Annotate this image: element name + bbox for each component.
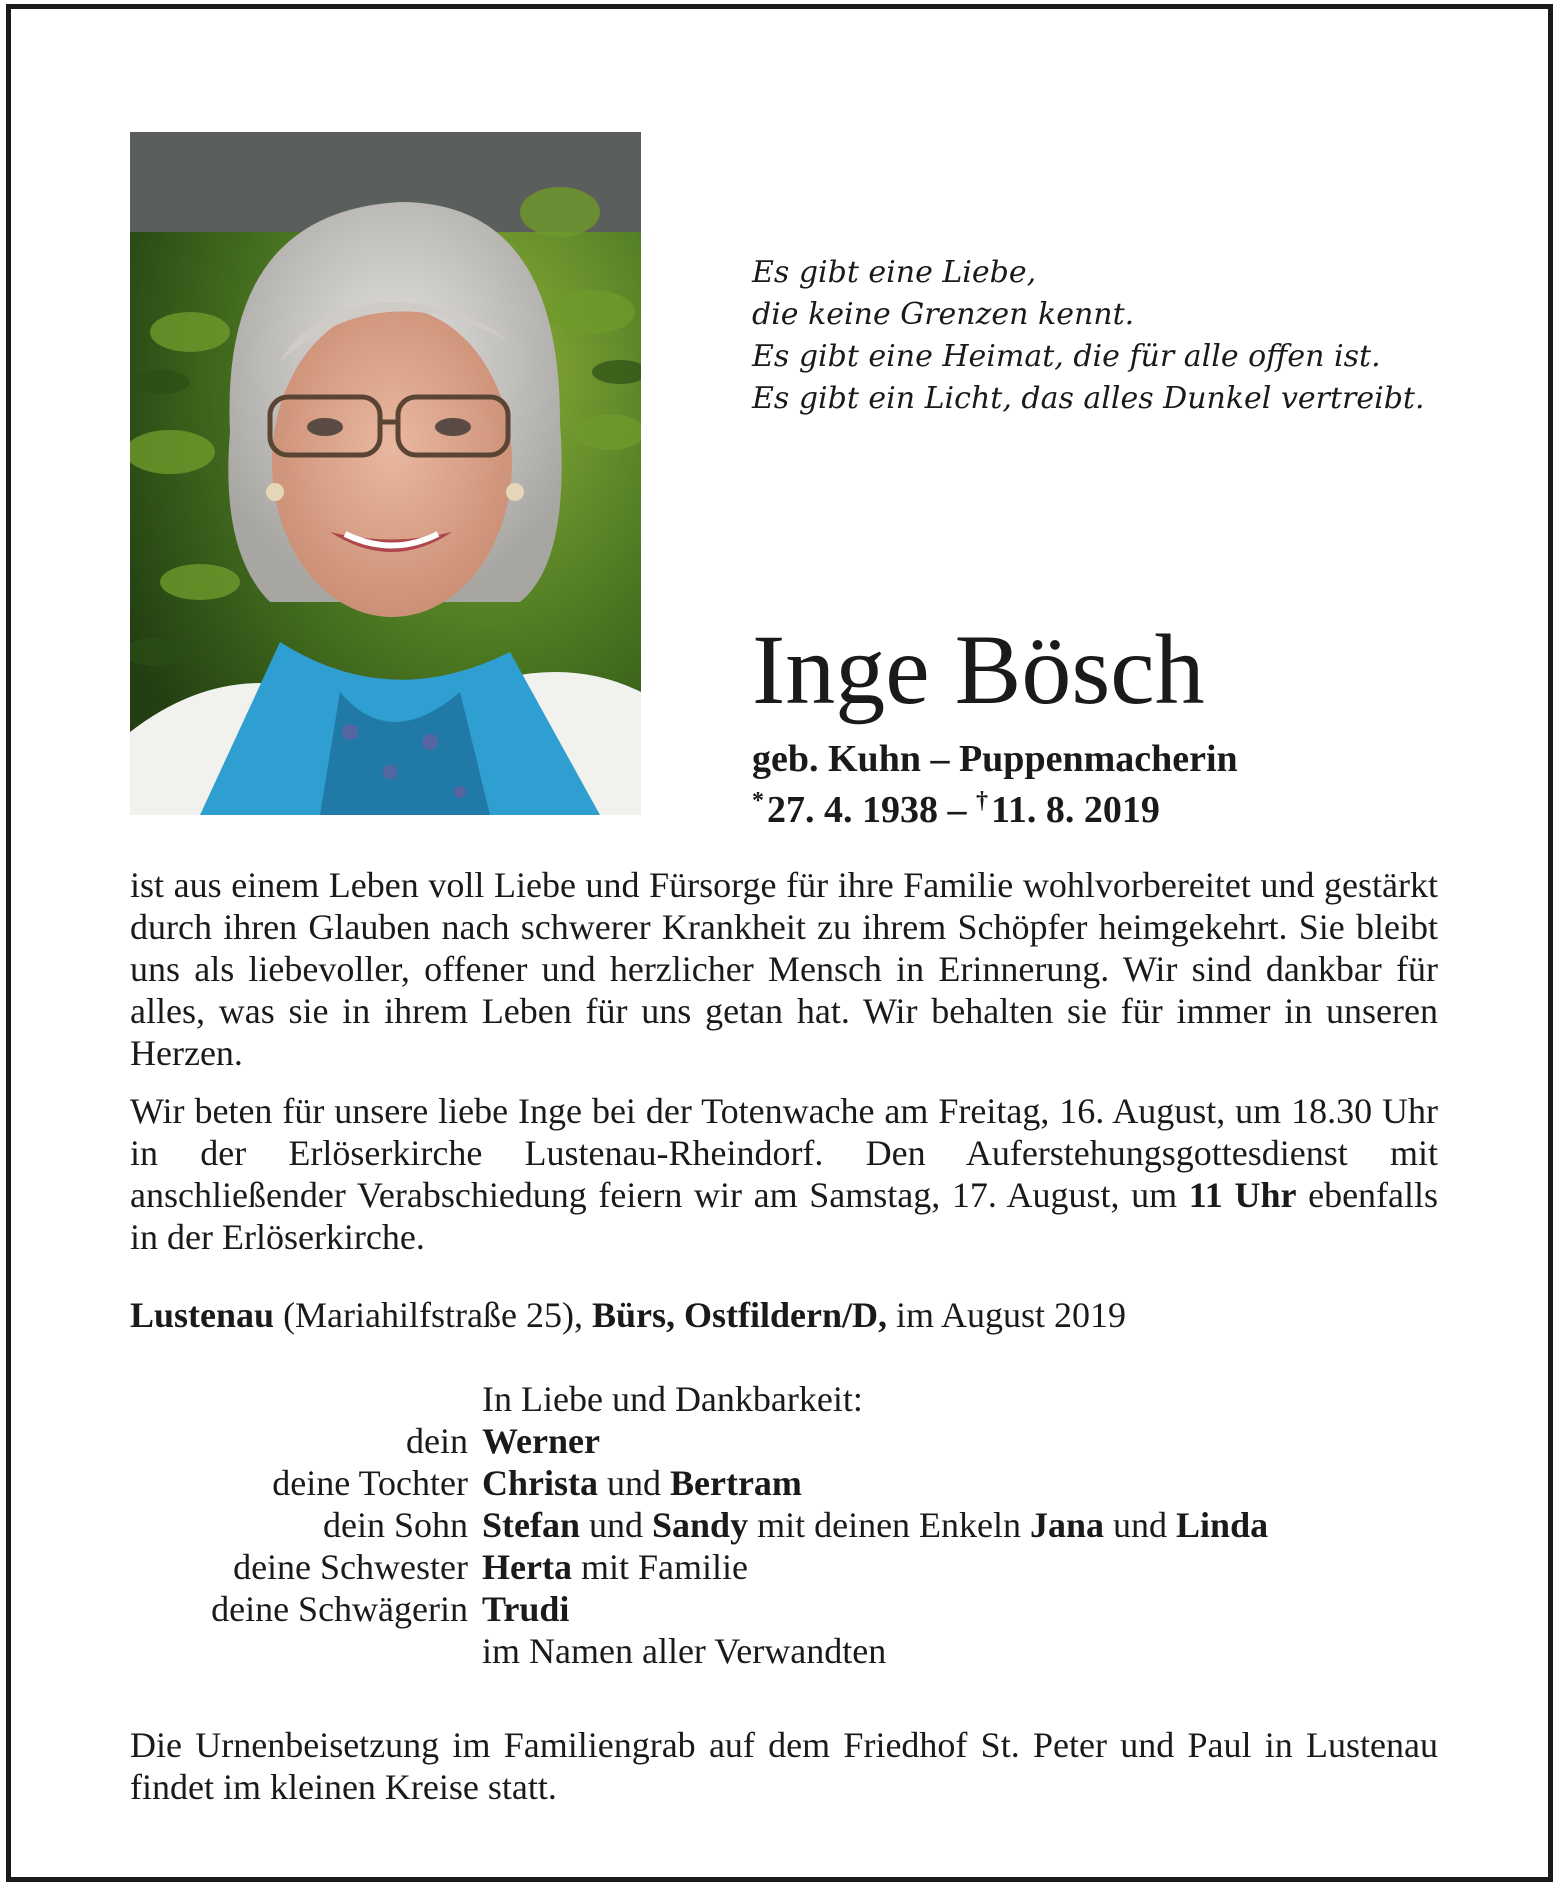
family-names xyxy=(482,1420,600,1462)
family-connector: mit deinen Enkeln xyxy=(748,1505,1031,1545)
family-member-name: Stefan xyxy=(482,1505,580,1545)
family-member-name: Bertram xyxy=(670,1463,802,1503)
quote-line: Es gibt ein Licht, das alles Dunkel vertreibt. xyxy=(752,381,1425,416)
service-text-end: ebenfalls in der Erlöserkirche. xyxy=(130,1175,1439,1257)
quote-line: die keine Grenzen kennt. xyxy=(752,297,1135,332)
place-date-line xyxy=(130,1294,1438,1336)
family-member-name: Sandy xyxy=(652,1505,749,1545)
family-intro-row xyxy=(130,1378,1450,1420)
family-names xyxy=(482,1504,1268,1546)
family-names xyxy=(482,1462,802,1504)
family-rows xyxy=(130,1420,1450,1630)
quote-line: Es gibt eine Liebe, xyxy=(752,255,1037,290)
death-date: 11. 8. 2019 xyxy=(991,789,1160,831)
family-relation: deine Schwägerin xyxy=(211,1589,468,1629)
date-dash: – xyxy=(947,789,967,831)
portrait-photo xyxy=(130,132,641,815)
place-cities: Bürs, Ostfildern/D, xyxy=(591,1295,887,1335)
family-member-name: Christa xyxy=(482,1463,598,1503)
quote-line: Es gibt eine Heimat, die für alle offen ist. xyxy=(752,339,1381,374)
obituary-paragraph: ist aus einem Leben voll Liebe und Fürsorge für ihre Familie wohlvorbereitet und gestärkt durch ihren Glauben nach schwerer Krankheit zu ihrem Schöpfer heimgekehrt. Sie bleibt uns als liebevoller, offener und herzlicher Mensch in Erinnerung. Wir sind dankbar für alles, was sie in ihrem Leben für uns getan hat. Wir behalten sie für immer in unseren Herzen. xyxy=(130,865,1438,1073)
family-member-name: Jana xyxy=(1030,1505,1105,1545)
place-date: im August 2019 xyxy=(895,1295,1126,1335)
family-row xyxy=(130,1546,1450,1588)
family-list xyxy=(130,1378,1450,1672)
death-symbol: † xyxy=(976,788,988,814)
life-dates xyxy=(752,780,1238,831)
family-member-name: Linda xyxy=(1176,1505,1269,1545)
family-row xyxy=(130,1420,1450,1462)
family-connector: und xyxy=(580,1505,652,1545)
place-city: Lustenau xyxy=(130,1295,275,1335)
burial-notice: Die Urnenbeisetzung im Familiengrab auf dem Friedhof St. Peter und Paul in Lustenau findet im kleinen Kreise statt. xyxy=(130,1725,1438,1807)
family-names xyxy=(482,1588,569,1630)
deceased-name: Inge Bösch xyxy=(752,614,1205,725)
family-relation: deine Schwester xyxy=(233,1547,468,1587)
place-address: (Mariahilfstraße 25), xyxy=(283,1295,583,1335)
family-relation: deine Tochter xyxy=(272,1463,468,1503)
family-connector: mit Familie xyxy=(571,1547,748,1587)
birth-symbol: * xyxy=(752,788,764,814)
family-closing-row xyxy=(130,1630,1450,1672)
family-closing: im Namen aller Verwandten xyxy=(482,1631,887,1671)
family-row xyxy=(130,1504,1450,1546)
family-row xyxy=(130,1462,1450,1504)
family-member-name: Werner xyxy=(482,1421,600,1461)
birth-date: 27. 4. 1938 xyxy=(767,789,938,831)
maiden-name-occupation: geb. Kuhn – Puppenmacherin xyxy=(752,738,1238,780)
family-names xyxy=(482,1546,748,1588)
funeral-service-paragraph xyxy=(130,1090,1438,1258)
family-row xyxy=(130,1588,1450,1630)
service-text: Wir beten für unsere liebe Inge bei der Totenwache am Freitag, 16. August, um 18.30 Uhr in der Erlöserkirche Lustenau-Rheindorf. Den Auferstehungsgottesdienst mit anschließender Verabschiedung feiern wir am Samstag, 17. August, um xyxy=(130,1091,1438,1215)
family-intro: In Liebe und Dankbarkeit: xyxy=(482,1379,863,1419)
memorial-quote xyxy=(752,252,1472,420)
service-time: 11 Uhr xyxy=(1188,1175,1297,1215)
family-relation: dein xyxy=(406,1421,468,1461)
family-connector: und xyxy=(1104,1505,1177,1545)
family-relation: dein Sohn xyxy=(322,1505,468,1545)
family-connector: und xyxy=(598,1463,670,1503)
deceased-details xyxy=(752,738,1238,831)
family-member-name: Trudi xyxy=(482,1589,570,1629)
family-member-name: Herta xyxy=(482,1547,572,1587)
